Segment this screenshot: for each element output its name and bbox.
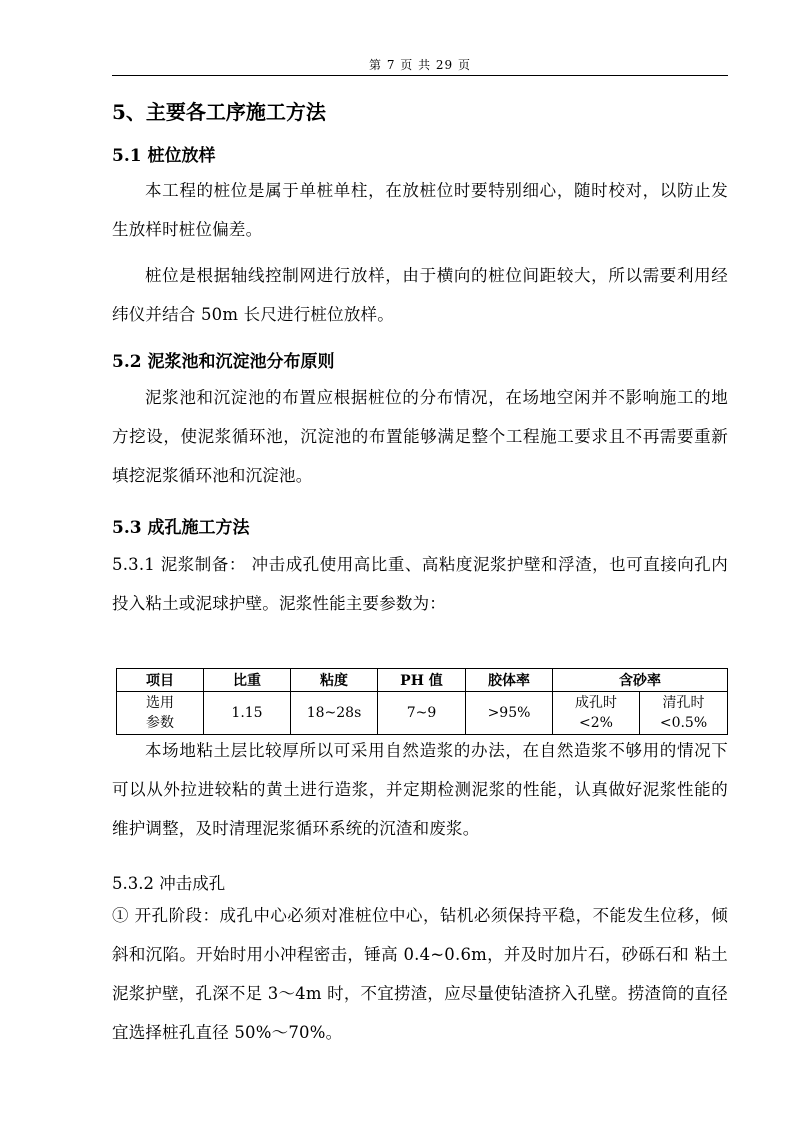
row-label-line-2: 参数 <box>146 715 174 731</box>
cell-colloid-rate: >95% <box>466 692 553 735</box>
heading-5-3-2: 5.3.2 冲击成孔 <box>112 874 226 893</box>
heading-5-3: 5.3 成孔施工方法 <box>112 518 250 538</box>
row-label-line-1: 选用 <box>146 695 174 711</box>
table-row <box>117 692 728 735</box>
header-sand-content: 含砂率 <box>553 669 728 692</box>
header-ph: PH 值 <box>378 669 466 692</box>
paragraph-5-2: 泥浆池和沉淀池的布置应根据桩位的分布情况，在场地空闲并不影响施工的地方挖设，使泥浆循环池，沉淀池的布置能够满足整个工程施工要求且不再需要重新填挖泥浆循环池和沉淀池。 <box>112 388 728 485</box>
sand-drilling-value: <2% <box>579 715 613 731</box>
heading-5-1: 5.1 桩位放样 <box>112 146 216 166</box>
row-label <box>117 692 204 735</box>
paragraph-5-3-2: ① 开孔阶段：成孔中心必须对准桩位中心，钻机必须保持平稳，不能发生位移，倾斜和沉陷。开始时用小冲程密击，锤高 0.4~0.6m，并及时加片石，砂砾石和 粘土泥浆护壁，孔深不足 3～4m 时，不宜捞渣，应尽量使钻渣挤入孔壁。捞渣筒的直径宜选择桩孔直径 50%～70%。 <box>112 906 728 1042</box>
cell-specific-gravity: 1.15 <box>204 692 291 735</box>
sand-drilling-label: 成孔时 <box>575 695 617 711</box>
paragraph-5-3-1: 5.3.1 泥浆制备： 冲击成孔使用高比重、高粘度泥浆护壁和浮渣，也可直接向孔内投入粘土或泥球护壁。泥浆性能主要参数为： <box>112 555 728 613</box>
header-divider <box>112 75 728 76</box>
cell-sand-drilling <box>553 692 640 735</box>
mud-parameters-table <box>116 668 728 735</box>
cell-viscosity: 18~28s <box>291 692 378 735</box>
sand-clearing-value: <0.5% <box>659 715 708 731</box>
heading-5-2: 5.2 泥浆池和沉淀池分布原则 <box>112 352 335 372</box>
sand-clearing-label: 清孔时 <box>662 695 705 711</box>
cell-ph: 7~9 <box>378 692 466 735</box>
paragraph-after-table: 本场地粘土层比较厚所以可采用自然造浆的办法，在自然造浆不够用的情况下可以从外拉进较粘的黄土进行造浆，并定期检测泥浆的性能，认真做好泥浆性能的维护调整，及时清理泥浆循环系统的沉渣和废浆。 <box>112 741 728 838</box>
page-header: 第 7 页 共 29 页 <box>369 58 471 72</box>
section-title: 5、主要各工序施工方法 <box>112 100 326 124</box>
header-item: 项目 <box>117 669 204 692</box>
cell-sand-clearing <box>640 692 728 735</box>
table-header-row <box>117 669 728 692</box>
header-specific-gravity: 比重 <box>204 669 291 692</box>
paragraph-5-1-a: 本工程的桩位是属于单桩单柱，在放桩位时要特别细心，随时校对，以防止发生放样时桩位偏差。 <box>112 181 728 239</box>
header-viscosity: 粘度 <box>291 669 378 692</box>
header-colloid-rate: 胶体率 <box>466 669 553 692</box>
paragraph-5-1-b: 桩位是根据轴线控制网进行放样，由于横向的桩位间距较大，所以需要利用经纬仪并结合 50m 长尺进行桩位放样。 <box>112 266 728 324</box>
